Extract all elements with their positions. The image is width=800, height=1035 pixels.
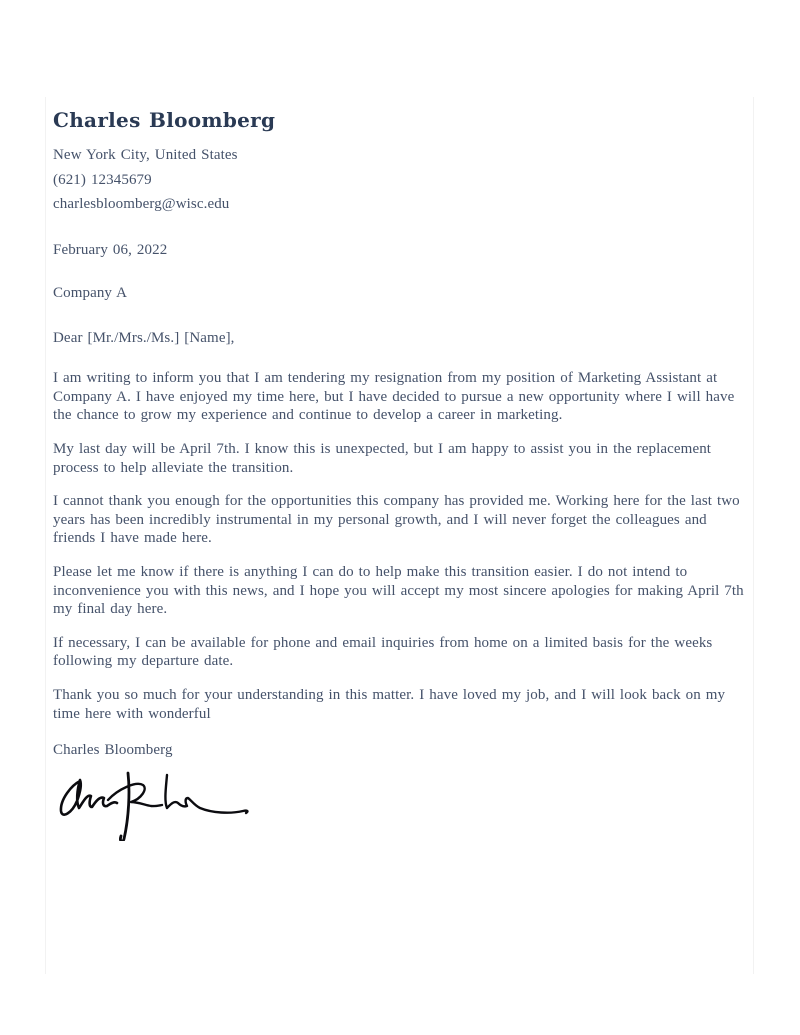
handwritten-signature-icon — [50, 761, 250, 841]
sender-location: New York City, United States — [53, 147, 238, 163]
body-paragraph-3: I cannot thank you enough for the opportunities this company has provided me. Working here for the last two years has been incredibly instrumental in my personal growth, and I will never forget the colleagues and friends I have made here. — [53, 493, 740, 547]
body-paragraph-6: Thank you so much for your understanding in this matter. I have loved my job, and I will look back on my time here with wonderful — [53, 687, 726, 722]
sender-email: charlesbloomberg@wisc.edu — [53, 196, 230, 212]
body-paragraph-5: If necessary, I can be available for phone and email inquiries from home on a limited basis for the weeks following my departure date. — [53, 634, 713, 670]
sender-phone: (621) 12345679 — [53, 171, 152, 188]
contact-block — [53, 143, 747, 217]
sender-name: Charles Bloomberg — [53, 108, 276, 132]
body-paragraph-2: My last day will be April 7th. I know this is unexpected, but I am happy to assist you in the replacement process to help alleviate the transition. — [53, 441, 712, 476]
closing-name: Charles Bloomberg — [53, 742, 173, 759]
resignation-letter — [53, 106, 747, 841]
body-paragraph-4: Please let me know if there is anything I can do to help make this transition easier. I do not intend to inconvenience you with this news, and I hope you will accept my most sincere apologies for making April 7th my final day here. — [53, 564, 744, 618]
salutation: Dear [Mr./Mrs./Ms.] [Name], — [53, 329, 235, 346]
letter-date: February 06, 2022 — [53, 241, 168, 258]
recipient-name: Company A — [53, 285, 128, 302]
body-paragraph-1: I am writing to inform you that I am tendering my resignation from my position of Marketing Assistant at Company A. I have enjoyed my time here, but I have decided to pursue a new opportunity where I will have the chance to grow my experience and continue to develop a career in marketing. — [53, 370, 735, 424]
